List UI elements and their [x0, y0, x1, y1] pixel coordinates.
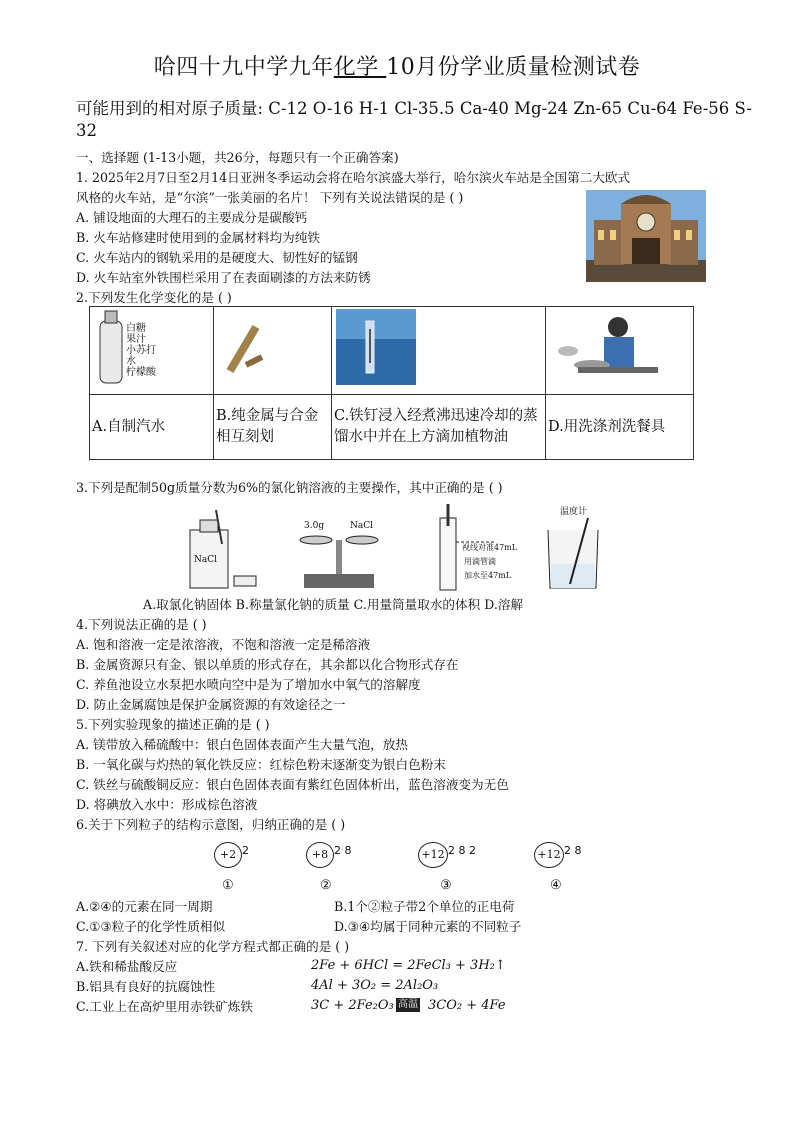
- q5-option-a: A. 镁带放入稀硫酸中：银白色固体表面产生大量气泡，放热: [76, 737, 408, 752]
- q5-stem: 5.下列实验现象的描述正确的是 ( ): [76, 717, 270, 732]
- q7-equation-b: 4Al + 3O₂ = 2Al₂O₃: [311, 978, 439, 993]
- q7-option-c: C.工业上在高炉里用赤铁矿炼铁: [76, 999, 253, 1014]
- electron-shells: 2 8 2: [448, 844, 476, 857]
- electron-shells: 2 8: [564, 844, 582, 857]
- q1-option-c: C. 火车站内的钢轨采用的是硬度大、韧性好的锰钢: [76, 250, 358, 265]
- nucleus: +8: [306, 842, 334, 868]
- q1-stem-line2: 风格的火车站，是“尔滨”一张美丽的名片！ 下列有关说法错误的是 ( ): [76, 190, 464, 205]
- q2-stem: 2.下列发生化学变化的是 ( ): [76, 290, 232, 305]
- bottle-label-3: 水: [126, 356, 136, 367]
- atom-number: ③: [440, 878, 452, 893]
- q4-stem: 4.下列说法正确的是 ( ): [76, 617, 207, 632]
- q3-label-dropper: 用滴管滴: [464, 557, 496, 566]
- q7-stem: 7. 下列有关叙述对应的化学方程式都正确的是 ( ): [76, 939, 350, 954]
- q2-pic-b: [214, 307, 332, 395]
- bottle-label-2: 小苏打: [126, 345, 156, 356]
- q7-equation-a: 2Fe + 6HCl = 2FeCl₃ + 3H₂↑: [311, 958, 506, 973]
- q3-label-nacl: NaCl: [194, 555, 218, 565]
- section-heading: 一、选择题 (1-13小题，共26分，每题只有一个正确答案): [76, 150, 399, 165]
- q1-option-a: A. 铺设地面的大理石的主要成分是碳酸钙: [76, 210, 308, 225]
- atom-number: ②: [320, 878, 332, 893]
- q3-options: A.取氯化钠固体 B.称量氯化钠的质量 C.用量筒量取水的体积 D.溶解: [143, 597, 524, 612]
- nucleus: +12: [534, 842, 564, 868]
- q2-option-a: A.自制汽水: [90, 395, 214, 460]
- q1-option-d: D. 火车站室外铁围栏采用了在表面刷漆的方法来防锈: [76, 270, 371, 285]
- q2-option-d: D.用洗涤剂洗餐具: [546, 395, 694, 460]
- q2-option-b: B.纯金属与合金相互刻划: [214, 395, 332, 460]
- q2-pic-a: [90, 307, 214, 395]
- q3-label-add: 加水至47mL: [464, 571, 512, 580]
- atomic-masses: 可能用到的相对原子质量: C-12 O-16 H-1 Cl-35.5 Ca-40 Mg-24 Zn-65 Cu-64 Fe-56 S-32: [76, 99, 752, 140]
- q3-label-nacl2: NaCl: [350, 521, 374, 531]
- q4-option-c: C. 养鱼池设立水泵把水喷向空中是为了增加水中氧气的溶解度: [76, 677, 421, 692]
- q2-option-c: C.铁钉浸入经煮沸迅速冷却的蒸馏水中并在上方滴加植物油: [332, 395, 546, 460]
- q3-label-mass: 3.0g: [304, 521, 325, 531]
- q3-stem: 3.下列是配制50g质量分数为6%的氯化钠溶液的主要操作，其中正确的是 ( ): [76, 480, 503, 495]
- q4-option-a: A. 饱和溶液一定是浓溶液，不饱和溶液一定是稀溶液: [76, 637, 371, 652]
- bottle-label-0: 白糖: [126, 323, 146, 334]
- q6-option-b: B.1个②粒子带2个单位的正电荷: [334, 899, 515, 914]
- railway-station-photo: [586, 190, 706, 282]
- q5-option-b: B. 一氧化碳与灼热的氧化铁反应：红棕色粉末逐渐变为银白色粉末: [76, 757, 446, 772]
- q4-option-b: B. 金属资源只有金、银以单质的形式存在，其余都以化合物形式存在: [76, 657, 459, 672]
- electron-shells: 2 8: [334, 844, 352, 857]
- q7-condition-high-temp: 高温: [398, 999, 418, 1010]
- q5-option-c: C. 铁丝与硫酸铜反应：银白色固体表面有紫红色固体析出，蓝色溶液变为无色: [76, 777, 509, 792]
- q6-option-a: A.②④的元素在同一周期: [76, 899, 213, 914]
- nucleus: +2: [214, 842, 242, 868]
- q7-equation-c-left: 3C + 2Fe₂O₃: [311, 998, 394, 1013]
- electron-shells: 2: [242, 844, 249, 857]
- q3-label-thermo: 温度计: [560, 507, 588, 517]
- q5-option-d: D. 将碘放入水中：形成棕色溶液: [76, 797, 258, 812]
- page-title: [0, 50, 794, 81]
- bottle-label-1: 果汁: [126, 334, 146, 345]
- q6-option-c: C.①③粒子的化学性质相似: [76, 919, 226, 934]
- q2-pic-c: [332, 307, 546, 395]
- q7-option-a: A.铁和稀盐酸反应: [76, 959, 178, 974]
- nucleus: +12: [418, 842, 448, 868]
- bottle-label-4: 柠檬酸: [126, 367, 156, 378]
- q7-equation-c-right: 3CO₂ + 4Fe: [428, 998, 506, 1013]
- q1-stem-line1: 1. 2025年2月7日至2月14日亚洲冬季运动会将在哈尔滨盛大举行，哈尔滨火车站是全国第二大欧式: [76, 170, 631, 185]
- q2-pic-d: [546, 307, 694, 395]
- atom-number: ①: [222, 878, 234, 893]
- q6-option-d: D.③④均属于同种元素的不同粒子: [334, 919, 522, 934]
- title-underlined: 化学: [333, 55, 387, 80]
- atom-number: ④: [550, 878, 562, 893]
- q4-option-d: D. 防止金属腐蚀是保护金属资源的有效途径之一: [76, 697, 346, 712]
- title-pre: 哈四十九中学九年: [153, 55, 334, 80]
- q7-option-b: B.铝具有良好的抗腐蚀性: [76, 979, 216, 994]
- q3-label-sight: 视线对准47mL: [462, 543, 518, 552]
- q3-operations-figure: [176, 500, 616, 596]
- title-post: 10月份学业质量检测试卷: [386, 55, 641, 80]
- q1-option-b: B. 火车站修建时使用到的金属材料均为纯铁: [76, 230, 320, 245]
- q2-options-table: [89, 306, 694, 460]
- q6-stem: 6.关于下列粒子的结构示意图，归纳正确的是 ( ): [76, 817, 346, 832]
